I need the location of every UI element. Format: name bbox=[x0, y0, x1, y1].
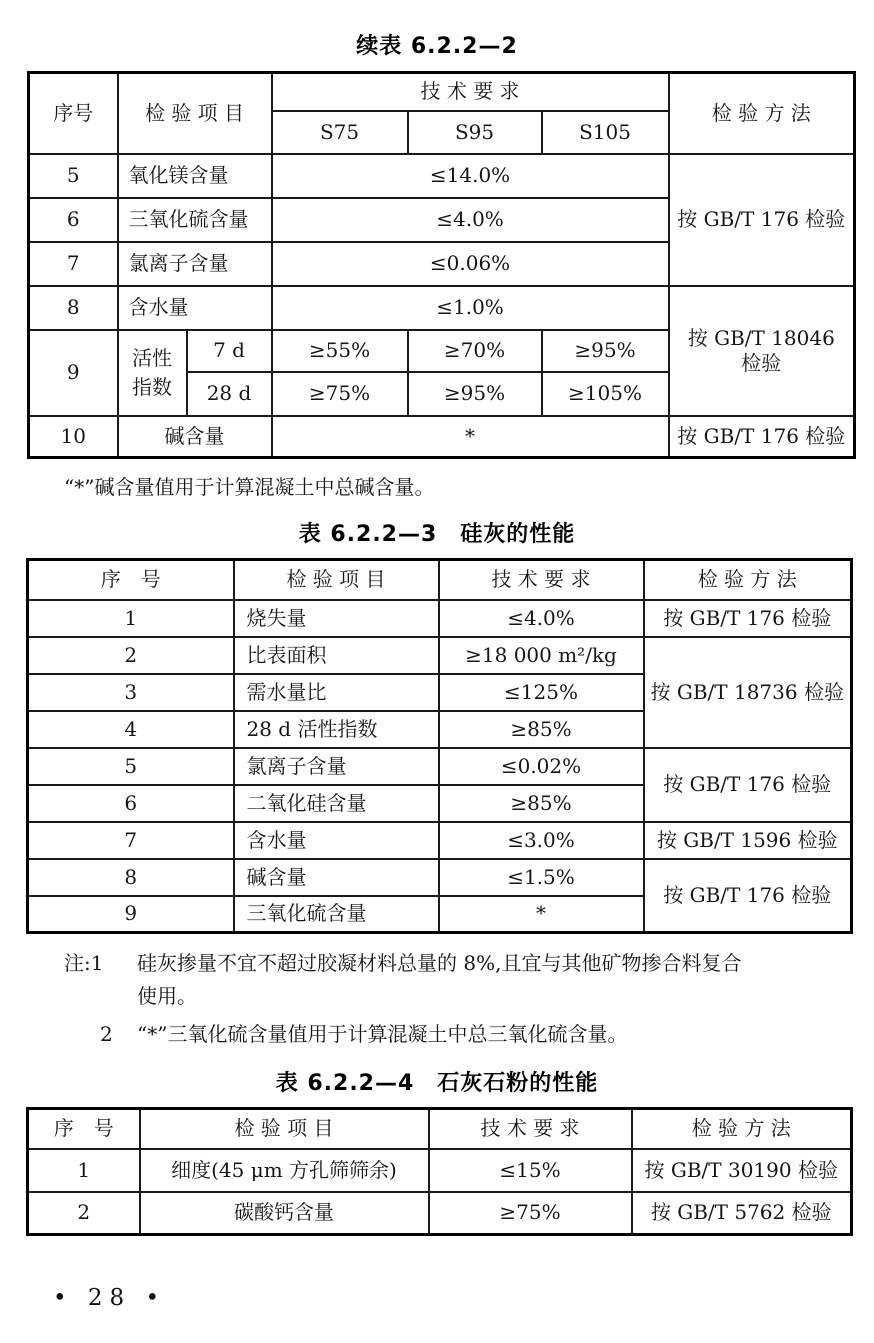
cell-value: ≤1.0% bbox=[272, 286, 669, 330]
cell-no: 10 bbox=[29, 416, 118, 458]
table1-title: 续表 6.2.2—2 bbox=[356, 34, 518, 59]
note-2-label: 2 bbox=[100, 1022, 113, 1046]
cell-item: 碳酸钙含量 bbox=[140, 1192, 429, 1235]
cell-no: 8 bbox=[29, 286, 118, 330]
cell-no: 7 bbox=[29, 242, 118, 286]
cell-item: 二氧化硅含量 bbox=[234, 785, 439, 822]
cell-s105: ≥105% bbox=[542, 372, 669, 416]
cell-method: 按 GB/T 18736 检验 bbox=[644, 637, 852, 748]
slag-powder-table-continued bbox=[27, 71, 856, 459]
table-row bbox=[28, 600, 852, 637]
cell-item: 氯离子含量 bbox=[234, 748, 439, 785]
cell-value: ≤4.0% bbox=[272, 198, 669, 242]
table-row bbox=[28, 1192, 852, 1235]
header-method: 检 验 方 法 bbox=[632, 1109, 852, 1149]
cell-s75: ≥75% bbox=[272, 372, 408, 416]
page-number: • 28 • bbox=[53, 1285, 167, 1311]
cell-no: 7 bbox=[28, 822, 234, 859]
note-1-body bbox=[137, 947, 874, 1013]
cell-no: 2 bbox=[28, 1192, 140, 1235]
cell-value: ≤3.0% bbox=[439, 822, 644, 859]
method-line-2: 检验 bbox=[741, 350, 782, 375]
header-tech: 技 术 要 求 bbox=[429, 1109, 632, 1149]
cell-value: ≤15% bbox=[429, 1149, 632, 1192]
cell-no: 6 bbox=[28, 785, 234, 822]
cell-method: 按 GB/T 176 检验 bbox=[644, 600, 852, 637]
header-item: 检 验 项 目 bbox=[140, 1109, 429, 1149]
table1-footnote: “*”碱含量值用于计算混凝土中总碱含量。 bbox=[64, 475, 435, 499]
table-row bbox=[28, 637, 852, 674]
cell-method: 按 GB/T 176 检验 bbox=[644, 748, 852, 822]
cell-no: 5 bbox=[28, 748, 234, 785]
cell-s75: ≥55% bbox=[272, 330, 408, 372]
cell-item: 氯离子含量 bbox=[118, 242, 272, 286]
table2-notes bbox=[64, 947, 874, 1051]
note-2-text: “*”三氧化硫含量值用于计算混凝土中总三氧化硫含量。 bbox=[137, 1022, 628, 1046]
cell-no: 1 bbox=[28, 1149, 140, 1192]
cell-no: 2 bbox=[28, 637, 234, 674]
header-no: 序号 bbox=[29, 73, 118, 154]
header-item: 检 验 项 目 bbox=[234, 560, 439, 600]
cell-item: 碱含量 bbox=[118, 416, 272, 458]
limestone-powder-table bbox=[26, 1107, 853, 1236]
note-1 bbox=[64, 947, 874, 1013]
cell-value: ≤0.06% bbox=[272, 242, 669, 286]
cell-item: 三氧化硫含量 bbox=[234, 896, 439, 933]
silica-fume-table bbox=[26, 558, 853, 934]
cell-item: 含水量 bbox=[118, 286, 272, 330]
cell-item: 比表面积 bbox=[234, 637, 439, 674]
cell-no: 4 bbox=[28, 711, 234, 748]
cell-value: ≥75% bbox=[429, 1192, 632, 1235]
cell-item: 三氧化硫含量 bbox=[118, 198, 272, 242]
header-grade-s105: S105 bbox=[542, 111, 669, 154]
cell-no: 3 bbox=[28, 674, 234, 711]
cell-age: 7 d bbox=[187, 330, 272, 372]
cell-method: 按 GB/T 176 检验 bbox=[644, 859, 852, 933]
cell-item: 含水量 bbox=[234, 822, 439, 859]
cell-value: ≤125% bbox=[439, 674, 644, 711]
cell-method bbox=[669, 286, 855, 416]
cell-value: ≥18 000 m²/kg bbox=[439, 637, 644, 674]
cell-item: 细度(45 μm 方孔筛筛余) bbox=[140, 1149, 429, 1192]
cell-method: 按 GB/T 1596 检验 bbox=[644, 822, 852, 859]
cell-value: ≤14.0% bbox=[272, 154, 669, 198]
header-method: 检 验 方 法 bbox=[669, 73, 855, 154]
cell-no: 5 bbox=[29, 154, 118, 198]
table-row bbox=[28, 822, 852, 859]
cell-item bbox=[118, 330, 187, 416]
header-grade-s95: S95 bbox=[408, 111, 542, 154]
cell-method: 按 GB/T 176 检验 bbox=[669, 416, 855, 458]
cell-no: 1 bbox=[28, 600, 234, 637]
cell-value: * bbox=[272, 416, 669, 458]
header-tech: 技 术 要 求 bbox=[439, 560, 644, 600]
table-row bbox=[28, 859, 852, 896]
table2-title: 表 6.2.2—3 硅灰的性能 bbox=[298, 522, 576, 547]
cell-no: 8 bbox=[28, 859, 234, 896]
note-2 bbox=[64, 1018, 874, 1051]
cell-item: 碱含量 bbox=[234, 859, 439, 896]
cell-item: 28 d 活性指数 bbox=[234, 711, 439, 748]
cell-age: 28 d bbox=[187, 372, 272, 416]
cell-no: 6 bbox=[29, 198, 118, 242]
header-no: 序 号 bbox=[28, 560, 234, 600]
cell-value: * bbox=[439, 896, 644, 933]
cell-value: ≤0.02% bbox=[439, 748, 644, 785]
cell-item: 烧失量 bbox=[234, 600, 439, 637]
note-1-line-1: 硅灰掺量不宜不超过胶凝材料总量的 8%,且宜与其他矿物掺合料复合 bbox=[137, 951, 742, 975]
note-1-line-2: 使用。 bbox=[137, 984, 197, 1008]
cell-value: ≥85% bbox=[439, 785, 644, 822]
cell-s105: ≥95% bbox=[542, 330, 669, 372]
header-tech: 技 术 要 求 bbox=[272, 73, 669, 111]
header-method: 检 验 方 法 bbox=[644, 560, 852, 600]
table-row bbox=[29, 416, 855, 458]
cell-no: 9 bbox=[28, 896, 234, 933]
header-item: 检 验 项 目 bbox=[118, 73, 272, 154]
cell-method: 按 GB/T 30190 检验 bbox=[632, 1149, 852, 1192]
header-no: 序 号 bbox=[28, 1109, 140, 1149]
cell-s95: ≥95% bbox=[408, 372, 542, 416]
table-row bbox=[28, 1149, 852, 1192]
cell-method: 按 GB/T 5762 检验 bbox=[632, 1192, 852, 1235]
cell-value: ≥85% bbox=[439, 711, 644, 748]
cell-s95: ≥70% bbox=[408, 330, 542, 372]
table-row bbox=[29, 286, 855, 330]
table3-title: 表 6.2.2—4 石灰石粉的性能 bbox=[275, 1071, 599, 1096]
method-line-1: 按 GB/T 18046 bbox=[687, 325, 835, 350]
header-grade-s75: S75 bbox=[272, 111, 408, 154]
cell-no: 9 bbox=[29, 330, 118, 416]
table-row bbox=[29, 154, 855, 198]
cell-item: 需水量比 bbox=[234, 674, 439, 711]
cell-item: 氧化镁含量 bbox=[118, 154, 272, 198]
cell-method: 按 GB/T 176 检验 bbox=[669, 154, 855, 286]
cell-value: ≤4.0% bbox=[439, 600, 644, 637]
activity-index-label: 活性指数 bbox=[132, 345, 172, 399]
note-1-label: 注:1 bbox=[64, 951, 104, 975]
cell-value: ≤1.5% bbox=[439, 859, 644, 896]
table-row bbox=[28, 748, 852, 785]
